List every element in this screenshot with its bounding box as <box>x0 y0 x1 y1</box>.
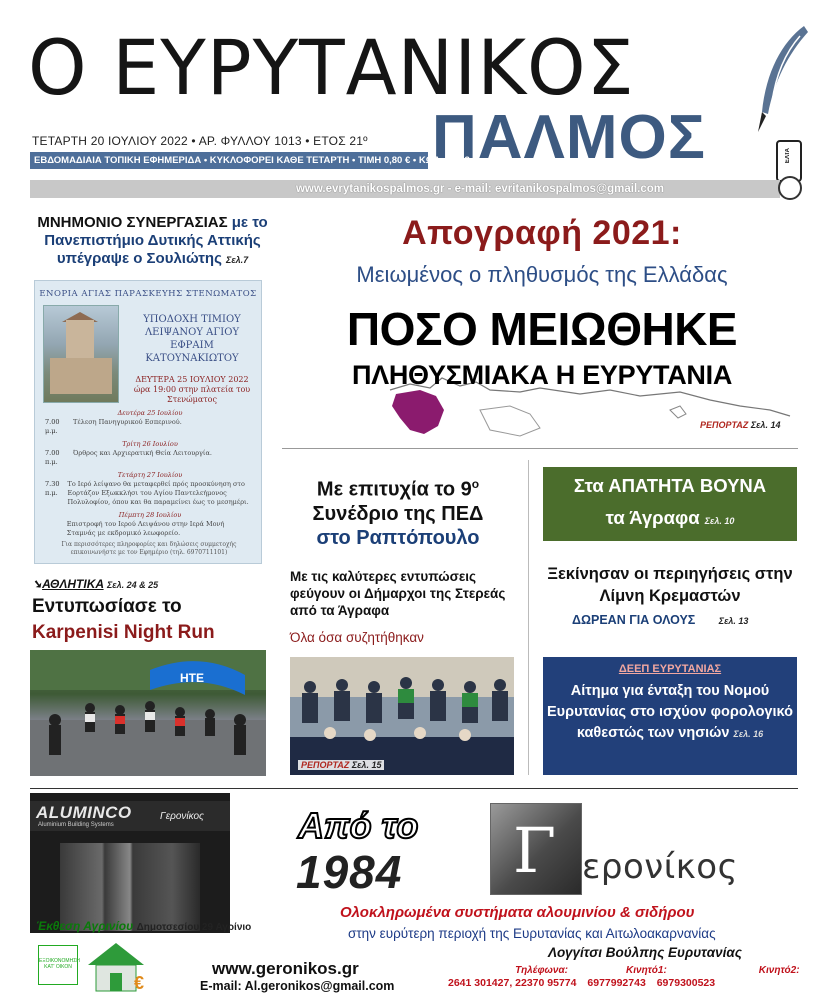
census-subtitle: Μειωμένος ο πληθυσμός της Ελλάδας <box>356 262 728 287</box>
poster-item: Το Ιερό λείψανο θα μεταφερθεί πρός προσκύνηση στο Εορτάζον Εξωκκλήσι του Αγίου Παντελεήμονος Πολυλοφίου, όπου και θα παραμείνει έως το μεσημέρι. <box>67 480 249 506</box>
geronikos-logo <box>490 803 582 895</box>
house-icon <box>84 939 154 993</box>
ad-phones <box>448 965 800 989</box>
church-photo <box>43 305 119 403</box>
sports-page: Σελ. 24 & 25 <box>106 580 159 590</box>
poster-date: ΔΕΥΤΕΡΑ 25 ΙΟΥΛΙΟΥ 2022 ώρα 19:00 στην πλατεία του Στενώματος <box>133 375 251 404</box>
census-page: Σελ. 14 <box>750 420 781 430</box>
census-headline-1[interactable]: ΠΟΣΟ ΜΕΙΩΘΗΚΕ <box>346 303 738 355</box>
agrafa-line-2: τα Άγραφα <box>605 507 700 528</box>
ad-tagline: Ολοκληρωμένα συστήματα αλουμινίου & σιδήρου <box>340 904 695 921</box>
mobile2: 6979300523 <box>656 977 716 989</box>
mobile1: 6977992743 <box>587 977 646 989</box>
ped-headline-sup: ο <box>471 477 480 491</box>
free-for-all <box>572 613 748 627</box>
mnimonio-headline[interactable] <box>30 214 275 269</box>
free-label: ΔΩΡΕΑΝ ΓΙΑ ΟΛΟΥΣ <box>572 613 696 627</box>
deep-label: ΔΕΕΠ ΕΥΡΥΤΑΝΙΑΣ <box>618 663 722 675</box>
census-headline-2[interactable]: ΠΛΗΘΥΣΜΙΑΚΑ Η ΕΥΡΥΤΑΝΙΑ <box>351 360 733 390</box>
mnimonio-part2: με το Πανεπιστήμιο Δυτικής Αττικής υπέγραψε ο Σουλιώτης <box>44 214 268 267</box>
ad-since: Από το <box>298 805 419 846</box>
energy-saving-badge: ΕΞΟΙΚΟΝΟΜΗΣΗ ΚΑΤ' ΟΙΚΟΝ <box>38 945 78 985</box>
masthead-palmos: ΠΑΛΜΟΣ <box>432 103 706 172</box>
email-label: - e-mail: <box>444 183 495 195</box>
poster-day: Δευτέρα 25 Ιουλίου <box>117 409 183 417</box>
ad-showroom-label: Έκθεση Αγρινίου <box>36 919 134 933</box>
ped-headline-a: Με επιτυχία το 9 <box>316 478 472 501</box>
night-run-photo <box>30 650 266 776</box>
banner-text: HTE <box>180 671 204 685</box>
phones: 2641 301427, 22370 95774 <box>448 977 577 989</box>
poster-schedule <box>45 409 255 538</box>
deep-body: Αίτημα για ένταξη του Νομού Ευρυτανίας στο ισχύον φορολογικό καθεστώς των νησιών <box>547 683 793 741</box>
mobile2-label: Κινητό2: <box>758 965 800 976</box>
ad-area: στην ευρύτερη περιοχή της Ευρυτανίας και Αιτωλοακαρνανίας <box>348 926 716 941</box>
poster-day: Τρίτη 26 Ιουλίου <box>122 440 178 448</box>
free-page: Σελ. 13 <box>718 616 749 626</box>
poster-title: ΥΠΟΔΟΧΗ ΤΙΜΙΟΥ ΛΕΙΨΑΝΟΥ ΑΓΙΟΥ ΕΦΡΑΙΜ ΚΑΤΟΥΝΑΚΙΩΤΟΥ <box>143 314 241 364</box>
ad-email[interactable]: E-mail: Al.geronikos@gmail.com <box>200 979 395 993</box>
elta-label: ΕΛΤΑ <box>785 148 791 164</box>
email-link[interactable]: evritanikospalmos@gmail.com <box>494 183 665 195</box>
conference-illustration <box>290 657 514 775</box>
issue-line: ΤΕΤΑΡΤΗ 20 ΙΟΥΛΙΟΥ 2022 • ΑΡ. ΦΥΛΛΟΥ 1013 • ΕΤΟΣ 21º <box>32 134 368 148</box>
kremaston-headline[interactable]: Ξεκίνησαν οι περιηγήσεις στην Λίμνη Κρεμαστών <box>547 565 793 605</box>
deep-page: Σελ. 16 <box>733 729 764 739</box>
sports-section: ΑΘΛΗΤΙΚΑ <box>42 577 104 591</box>
aluminco-logo: ALUMINCO <box>36 803 132 822</box>
ped-report: ΡΕΠΟΡΤΑΖ <box>301 760 350 770</box>
census-report: ΡΕΠΟΡΤΑΖ <box>700 420 749 430</box>
poster-time: 7.30 π.μ. <box>45 480 60 497</box>
euro-icon: € <box>134 973 145 993</box>
census-kicker[interactable]: Απογραφή 2021: <box>402 214 682 252</box>
geronikos-brand: ερονίκος <box>582 847 739 887</box>
phone-label: Τηλέφωνα: <box>515 965 568 976</box>
sports-headline-2[interactable]: Karpenisi Night Run <box>32 622 215 643</box>
poster-item: Τέλεση Πανηγυρικού Εσπερινού. <box>73 418 182 426</box>
poster-day: Πέμπτη 28 Ιουλίου <box>118 511 182 519</box>
agrafa-page: Σελ. 10 <box>704 516 735 526</box>
ad-showroom <box>36 919 251 933</box>
evrytania-region <box>392 390 444 434</box>
poster-day: Τετάρτη 27 Ιουλίου <box>117 471 183 479</box>
poster-time: 7.00 μ.μ. <box>45 418 60 435</box>
store-sign-brand: Γερονίκος <box>160 811 204 822</box>
storefront-photo <box>30 793 230 933</box>
masthead-title: Ο ΕΥΡΥΤΑΝΙΚΟΣ <box>28 23 635 112</box>
quill-icon <box>752 22 812 152</box>
poster-header: ΕΝΟΡΙΑ ΑΓΙΑΣ ΠΑΡΑΣΚΕΥΗΣ ΣΤΕΝΩΜΑΤΟΣ <box>39 289 257 299</box>
agrafa-line-1: Στα ΑΠΑΤΗΤΑ ΒΟΥΝΑ <box>573 475 767 496</box>
ped-subtitle: Με τις καλύτερες εντυπώσεις φεύγουν οι Δήμαρχοι της Στερεάς από τα Άγραφα <box>290 569 506 618</box>
divider <box>282 448 798 449</box>
geronikos-logo-letter: Γ <box>513 814 557 887</box>
info-bar: ΕΒΔΟΜΑΔΙΑΙΑ ΤΟΠΙΚΗ ΕΦΗΜΕΡΙΔΑ • ΚΥΚΛΟΦΟΡΕΙ ΚΑΘΕ ΤΕΤΑΡΤΗ • ΤΙΜΗ 0,80 € • ΚΩΔ.: 6763 <box>30 152 428 169</box>
mobile1-label: Κινητό1: <box>626 965 667 976</box>
geronikos-ad[interactable] <box>30 788 798 1000</box>
agrafa-box[interactable] <box>543 467 797 541</box>
seal-icon <box>778 176 802 200</box>
website-link[interactable]: www.evrytanikospalmos.gr <box>295 183 445 195</box>
aluminco-sub: Aluminium Building Systems <box>38 822 114 828</box>
store-door <box>60 843 200 931</box>
ad-location: Λογγίτσι Βούλπης Ευρυτανίας <box>548 945 742 960</box>
deep-body-wrap <box>543 681 797 745</box>
column-divider <box>528 460 529 775</box>
night-run-illustration <box>30 650 266 776</box>
mnimonio-page: Σελ.7 <box>226 255 249 265</box>
ad-website[interactable]: www.geronikos.gr <box>212 959 359 978</box>
poster-time <box>45 520 59 538</box>
ped-conference-photo <box>290 657 514 775</box>
ped-headline-b: Συνέδριο της ΠΕΔ <box>312 502 484 525</box>
poster-footer: Για περισσότερες πληροφορίες και δηλώσεις συμμετοχής επικοινωνήστε με τον Εφημέριο (τηλ. 6970711101) <box>61 541 237 556</box>
poster-item: Όρθρος και Αρχιερατική Θεία Λειτουργία. <box>73 449 212 457</box>
ped-quote[interactable]: Όλα όσα συζητήθηκαν <box>290 630 424 645</box>
poster-item: Επιστροφή του Ιερού Λειψάνου στην Ιερά Μονή Σταμνάς με εκδρομικό λεωφορείο. <box>66 520 225 537</box>
agrafa-line-2-wrap <box>543 507 797 529</box>
ped-report-tag <box>298 760 384 770</box>
sports-label[interactable] <box>32 577 158 591</box>
sports-headline-1[interactable]: Εντυπωσίασε το <box>32 596 182 617</box>
mnimonio-part1: ΜΝΗΜΟΝΙΟ ΣΥΝΕΡΓΑΣΙΑΣ <box>37 214 228 231</box>
arrow-icon: ➘ <box>32 577 43 591</box>
web-bar <box>30 180 780 198</box>
poster-time: 7.00 π.μ. <box>45 449 60 466</box>
ped-page: Σελ. 15 <box>351 760 382 770</box>
ad-showroom-address: Δημοτσεσίου 29 Αγρίνιο <box>136 922 252 933</box>
ped-headline[interactable] <box>288 472 508 550</box>
ped-headline-c: στο Ραπτόπουλο <box>316 526 480 549</box>
deep-box[interactable] <box>543 657 797 775</box>
census-report-tag <box>700 420 780 430</box>
church-poster <box>34 280 262 564</box>
ad-year: 1984 <box>296 846 403 898</box>
